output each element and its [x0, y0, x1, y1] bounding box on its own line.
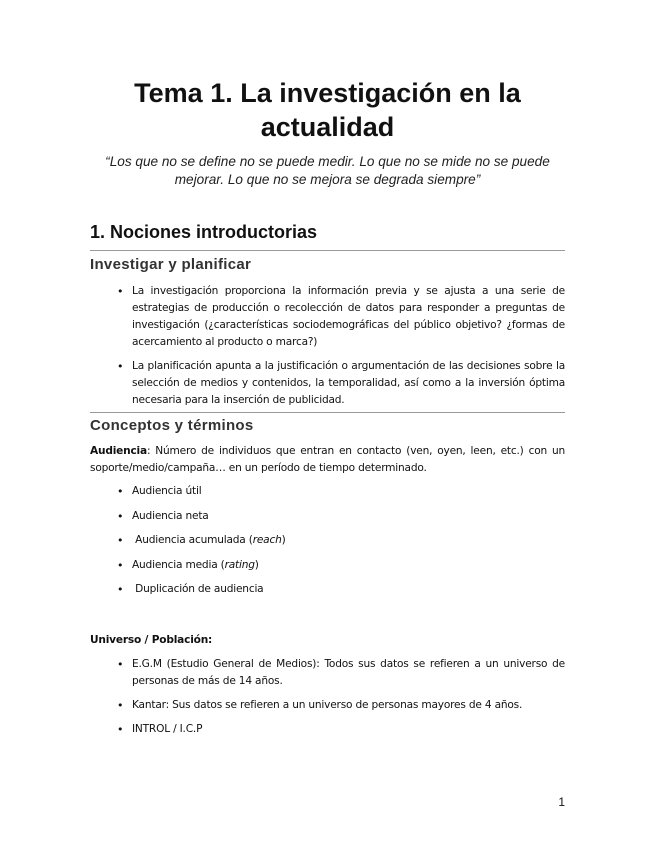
- epigraph-quote: “Los que no se define no se puede medir. Lo que no se mide no se puede mejorar. Lo que no se mejora se degrada siempre”: [105, 154, 550, 187]
- list-item: • La investigación proporciona la información previa y se ajusta a una serie de estrategias de producción o recolección de datos para responder a preguntas de investigación (¿características sociodemográficas del público objetivo? ¿formas de acercamiento al producto o marca?): [115, 283, 565, 351]
- list-item: • Audiencia útil: [115, 483, 565, 500]
- page-number: 1: [558, 795, 565, 809]
- universo-label: [90, 632, 565, 649]
- list-item-text: Audiencia acumulada: [135, 534, 246, 547]
- audiencia-term: Audiencia: [90, 445, 147, 457]
- list-item: • Audiencia neta: [115, 508, 565, 525]
- list-item: • Audiencia media (rating): [115, 557, 565, 574]
- investigar-bullet-list: [115, 283, 565, 409]
- list-item-text: Duplicación de audiencia: [135, 583, 264, 596]
- universo-label-text: Universo / Población:: [90, 634, 213, 646]
- subsection-heading-investigar: Investigar y planificar: [90, 256, 252, 273]
- list-item: • Kantar: Sus datos se refieren a un universo de personas mayores de 4 años.: [115, 697, 565, 714]
- universo-list: [115, 656, 565, 738]
- page-title: Tema 1. La investigación en la actualidad: [134, 78, 521, 142]
- audiencia-types-list: [115, 483, 565, 598]
- audiencia-definition-text: : Número de individuos que entran en contacto (ven, oyen, leen, etc.) con un soporte/medio/campaña… en un período de tiempo determinado.: [90, 445, 565, 474]
- audiencia-definition: [90, 443, 565, 477]
- list-item: • Audiencia acumulada (reach): [115, 532, 565, 549]
- list-item: [115, 581, 565, 598]
- list-item-text: Audiencia media: [132, 558, 218, 571]
- list-item-note: reach: [252, 534, 282, 547]
- list-item: • E.G.M (Estudio General de Medios): Todos sus datos se refieren a un universo de personas de más de 14 años.: [115, 656, 565, 690]
- subsection-heading-conceptos: Conceptos y términos: [90, 417, 254, 434]
- subsection-divider: [90, 412, 565, 413]
- section-heading-nociones: 1. Nociones introductorias: [90, 222, 318, 242]
- list-item: • La planificación apunta a la justificación o argumentación de las decisiones sobre la selección de medios y contenidos, la temporalidad, así como a la inversión óptima necesaria para la inserción de publicidad.: [115, 358, 565, 409]
- list-item: • INTROL / I.C.P: [115, 721, 565, 738]
- list-item-note: rating: [224, 558, 255, 571]
- section-divider: [90, 250, 565, 251]
